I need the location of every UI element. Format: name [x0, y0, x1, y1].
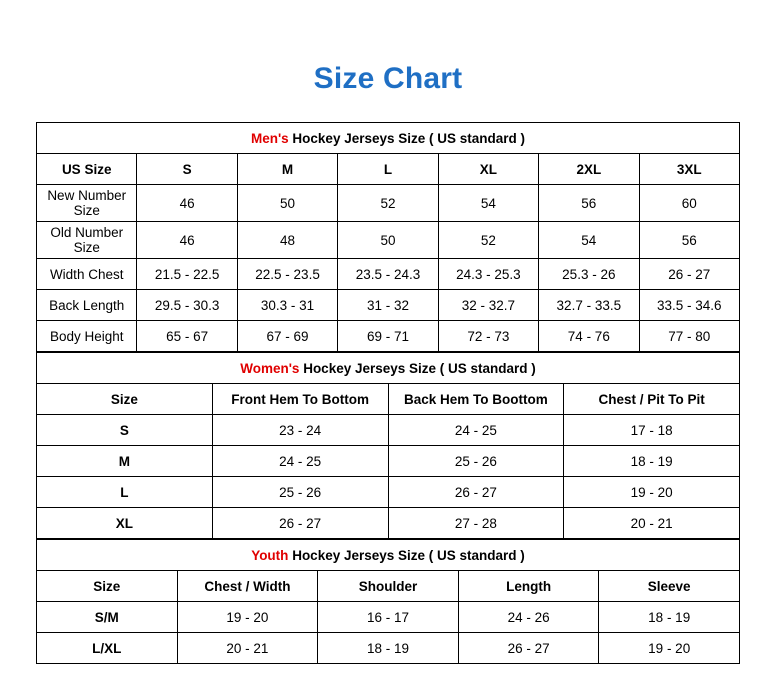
- mens-col-2: M: [237, 154, 337, 185]
- womens-r0-c3: 17 - 18: [564, 415, 740, 446]
- table-row: [37, 633, 740, 664]
- mens-r2-c2: 22.5 - 23.5: [237, 259, 337, 290]
- mens-r1-c3: 50: [338, 222, 438, 259]
- mens-col-5: 2XL: [539, 154, 639, 185]
- youth-r1-c0: L/XL: [37, 633, 178, 664]
- table-header-row: [37, 571, 740, 602]
- youth-col-1: Chest / Width: [177, 571, 318, 602]
- section-header-row: [37, 123, 740, 154]
- youth-col-0: Size: [37, 571, 178, 602]
- mens-size-table: [36, 122, 740, 352]
- mens-r3-c4: 32 - 32.7: [438, 290, 538, 321]
- womens-r0-c0: S: [37, 415, 213, 446]
- mens-r3-c2: 30.3 - 31: [237, 290, 337, 321]
- page-title: Size Chart: [313, 62, 463, 95]
- womens-col-3: Chest / Pit To Pit: [564, 384, 740, 415]
- youth-r0-c1: 19 - 20: [177, 602, 318, 633]
- mens-col-0: US Size: [37, 154, 137, 185]
- womens-col-2: Back Hem To Boottom: [388, 384, 564, 415]
- table-row: [37, 321, 740, 352]
- section-header-row: [37, 353, 740, 384]
- womens-r1-c2: 25 - 26: [388, 446, 564, 477]
- table-row: [37, 446, 740, 477]
- table-row: [37, 222, 740, 259]
- womens-section-header: [37, 353, 740, 384]
- mens-r2-c3: 23.5 - 24.3: [338, 259, 438, 290]
- table-row: [37, 259, 740, 290]
- table-row: [37, 415, 740, 446]
- mens-col-3: L: [338, 154, 438, 185]
- table-row: [37, 185, 740, 222]
- mens-r4-c1: 65 - 67: [137, 321, 237, 352]
- womens-r3-c1: 26 - 27: [212, 508, 388, 539]
- mens-r3-c3: 31 - 32: [338, 290, 438, 321]
- youth-col-3: Length: [458, 571, 599, 602]
- mens-header-highlight: Men's: [250, 130, 289, 146]
- womens-header-highlight: Women's: [240, 360, 300, 376]
- mens-r1-c6: 56: [639, 222, 739, 259]
- youth-r0-c4: 18 - 19: [599, 602, 740, 633]
- table-row: [37, 290, 740, 321]
- table-row: [37, 508, 740, 539]
- youth-header-highlight: Youth: [251, 547, 289, 563]
- table-header-row: [37, 154, 740, 185]
- mens-r1-c4: 52: [438, 222, 538, 259]
- mens-col-6: 3XL: [639, 154, 739, 185]
- mens-r3-c0: Back Length: [37, 290, 137, 321]
- mens-r0-c0: New Number Size: [37, 185, 137, 222]
- womens-r0-c2: 24 - 25: [388, 415, 564, 446]
- womens-r3-c2: 27 - 28: [388, 508, 564, 539]
- mens-header-rest: Hockey Jerseys Size ( US standard ): [288, 130, 526, 146]
- youth-header-rest: Hockey Jerseys Size ( US standard ): [288, 547, 525, 563]
- mens-section-header: [37, 123, 740, 154]
- womens-col-1: Front Hem To Bottom: [212, 384, 388, 415]
- mens-r3-c5: 32.7 - 33.5: [539, 290, 639, 321]
- mens-r1-c1: 46: [137, 222, 237, 259]
- mens-r1-c2: 48: [237, 222, 337, 259]
- mens-r0-c2: 50: [237, 185, 337, 222]
- mens-r2-c5: 25.3 - 26: [539, 259, 639, 290]
- mens-r0-c3: 52: [338, 185, 438, 222]
- womens-r2-c3: 19 - 20: [564, 477, 740, 508]
- youth-r1-c3: 26 - 27: [458, 633, 599, 664]
- mens-col-1: S: [137, 154, 237, 185]
- mens-r2-c6: 26 - 27: [639, 259, 739, 290]
- youth-r1-c4: 19 - 20: [599, 633, 740, 664]
- mens-r3-c6: 33.5 - 34.6: [639, 290, 739, 321]
- youth-section-header: [37, 540, 740, 571]
- youth-size-table: [36, 539, 740, 664]
- mens-r1-c5: 54: [539, 222, 639, 259]
- youth-r1-c2: 18 - 19: [318, 633, 459, 664]
- mens-r4-c6: 77 - 80: [639, 321, 739, 352]
- mens-r2-c0: Width Chest: [37, 259, 137, 290]
- mens-r0-c1: 46: [137, 185, 237, 222]
- mens-r2-c1: 21.5 - 22.5: [137, 259, 237, 290]
- womens-header-rest: Hockey Jerseys Size ( US standard ): [299, 360, 536, 376]
- mens-r4-c2: 67 - 69: [237, 321, 337, 352]
- youth-r1-c1: 20 - 21: [177, 633, 318, 664]
- mens-r4-c5: 74 - 76: [539, 321, 639, 352]
- mens-col-4: XL: [438, 154, 538, 185]
- mens-r0-c5: 56: [539, 185, 639, 222]
- womens-r2-c1: 25 - 26: [212, 477, 388, 508]
- youth-r0-c0: S/M: [37, 602, 178, 633]
- womens-r2-c2: 26 - 27: [388, 477, 564, 508]
- table-header-row: [37, 384, 740, 415]
- womens-size-table: [36, 352, 740, 539]
- youth-r0-c3: 24 - 26: [458, 602, 599, 633]
- womens-r2-c0: L: [37, 477, 213, 508]
- youth-col-4: Sleeve: [599, 571, 740, 602]
- mens-r0-c6: 60: [639, 185, 739, 222]
- mens-r2-c4: 24.3 - 25.3: [438, 259, 538, 290]
- womens-r1-c3: 18 - 19: [564, 446, 740, 477]
- size-chart-tables: [36, 122, 740, 664]
- womens-r0-c1: 23 - 24: [212, 415, 388, 446]
- table-row: [37, 477, 740, 508]
- womens-r3-c0: XL: [37, 508, 213, 539]
- youth-col-2: Shoulder: [318, 571, 459, 602]
- mens-r4-c3: 69 - 71: [338, 321, 438, 352]
- mens-r0-c4: 54: [438, 185, 538, 222]
- mens-r1-c0: Old Number Size: [37, 222, 137, 259]
- womens-col-0: Size: [37, 384, 213, 415]
- womens-r1-c1: 24 - 25: [212, 446, 388, 477]
- womens-r3-c3: 20 - 21: [564, 508, 740, 539]
- section-header-row: [37, 540, 740, 571]
- youth-r0-c2: 16 - 17: [318, 602, 459, 633]
- mens-r4-c0: Body Height: [37, 321, 137, 352]
- table-row: [37, 602, 740, 633]
- womens-r1-c0: M: [37, 446, 213, 477]
- mens-r3-c1: 29.5 - 30.3: [137, 290, 237, 321]
- mens-r4-c4: 72 - 73: [438, 321, 538, 352]
